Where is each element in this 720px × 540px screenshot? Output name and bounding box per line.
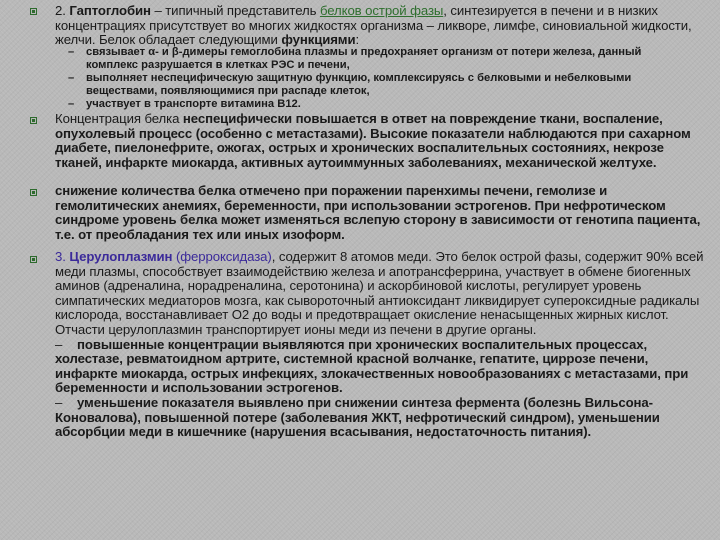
decrease-paragraph: снижение количества белка отмечено при поражении паренхимы печени, гемолизе и гемолитических анемиях, беременности, при использовании эстрогенов. При нефротическом синдроме уровень белка может изменяться вслепую сторону в зависимости от генотипа пациента, т.е. от преобладания тех или иных изоформ. (55, 183, 701, 242)
dash-marker: – (68, 46, 75, 58)
term-haptoglobin: Гаптоглобин (69, 3, 151, 18)
acute-phase-link[interactable]: белков острой фазы (319, 3, 444, 18)
sub-item-text: связывает α- и β-димеры гемоглобина плазмы и предохраняет организм от потери железа, данный комплекс разрушается в клетках РЭС и печени, (86, 46, 642, 71)
sub-item-text: участвует в транспорте витамина B12. (86, 98, 301, 110)
square-bullet-icon (30, 256, 38, 264)
item-number: 3. (55, 249, 66, 264)
text-span: , синтезируется в печени и в низких концентрациях присутствует во многих жидкостях организма – ликворе, лимфе, синовиальной жидкости, желчи. Белок обладает следующими (55, 3, 692, 48)
text-span: Концентрация белка (55, 111, 183, 126)
term-ceruloplasmin: Церулоплазмин (69, 249, 173, 264)
concentration-paragraph (55, 112, 710, 170)
text-span: : (355, 32, 360, 48)
dash-marker: – (55, 394, 63, 410)
dash-marker: – (55, 336, 63, 352)
dash-marker: – (68, 72, 75, 84)
square-bullet-icon (30, 8, 38, 16)
text-span: , содержит 8 атомов меди. Это белок острой фазы, содержит 90% всей меди плазмы, способствует взаимодействию железа и апотрансферрина, участвует в обмене биогенных аминов (адреналина, норадреналина, серотонина) и аскорбиновой кислоты, регулирует уровень симпатических медиаторов мозга, как сывороточный антиоксидант ликвидирует супероксидные радикалы кислорода, восстанавливает O2 до воды и предотвращает окисление ненасыщенных жирных кислот. Отчасти церулоплазмин транспортирует ионы меди из печени в другие органы. (55, 249, 704, 337)
decrease-text: уменьшение показателя выявлено при снижении синтеза фермента (болезнь Вильсона-Коновалова), повышенной потере (заболевания ЖКТ, нефротический синдром), уменьшении абсорбции меди в кишечнике (нарушения всасывания, недостаточность питания). (55, 394, 660, 440)
term-alias: (ферроксидаза) (176, 249, 272, 264)
sub-item-text: выполняет неспецифическую защитную функцию, комплексируясь с белковыми и небелковыми веществами, появляющимися при распаде клеток, (86, 72, 632, 97)
functions-word: функциями (281, 32, 356, 48)
haptoglobin-paragraph (55, 4, 710, 48)
dash-marker: – (68, 98, 75, 110)
square-bullet-icon (30, 117, 38, 125)
ceruloplasmin-paragraph (55, 250, 710, 440)
item-number: 2. (55, 3, 66, 18)
text-span: неспецифически повышается в ответ на повреждение ткани, воспаление, опухолевый процесс (особенно с метастазами). Высокие показатели наблюдаются при сахарном диабете, пиелонефрите, ожогах, острых и хронических воспалительных состояниях, некрозе тканей, инфаркте миокарда, активных аутоиммунных заболеваниях, механической желтухе. (55, 111, 691, 170)
square-bullet-icon (30, 189, 38, 197)
text-span: – типичный представитель (150, 3, 320, 18)
increase-text: повышенные концентрации выявляются при хронических воспалительных процессах, холестазе, ревматоидном артрите, системной красной волчанке, гепатите, циррозе печени, инфаркте миокарда, острых инфекциях, злокачественных новообразованиях с метастазами, при беременности и использовании эстрогенов. (55, 336, 689, 396)
